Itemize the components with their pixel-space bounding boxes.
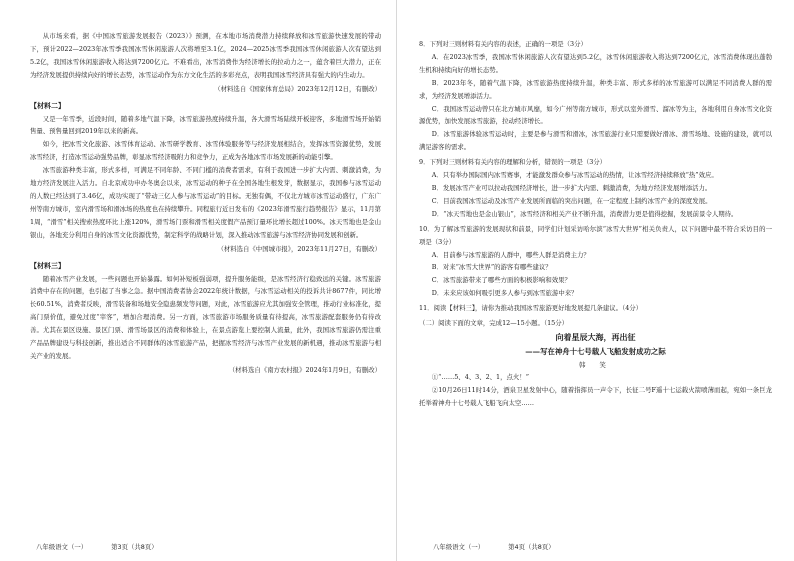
- article-paragraph-1: ①“……5、4、3、2、1，点火！”: [431, 372, 529, 381]
- right-page: [397, 0, 794, 561]
- question-9-option-b: B．发展冰雪产业可以拉动我国经济增长，进一步扩大内需、刺激消费，为地方经济发展增添活力。: [431, 183, 712, 192]
- question-9-option-a: A．只有举办国际国内冰雪赛事，才能激发群众参与冰雪运动的热情，让冰雪经济持续释放“热”效应。: [431, 171, 718, 180]
- question-10: 10．为了解冰雪旅游的发展现状和前景，同学们计划采访哈尔滨“冰雪大世界”相关负责人，以下问题中最不符合采访目的一项是（3分）: [419, 224, 772, 246]
- question-8-option-a: A．在2023冰雪季，我国冰雪休闲旅游人次有望达到5.2亿，冰雪休闲旅游收入将达到7200亿元，冰雪消费体现出蓬勃生机和持续向好的增长态势。: [419, 52, 772, 74]
- question-9-option-d: D．“冰天雪地也是金山银山”，冰雪经济和相关产业不断升温，消费潜力更是值得挖掘，发展前景令人期待。: [431, 209, 738, 218]
- material1-tail: 从市场来看，据《中国冰雪旅游发展报告（2023）》预测，在本地市场消费潜力持续释放和冰雪旅游快速发展的带动下，预计2022—2023年冰雪季我国冰雪休闲旅游人次将增至3.1亿，2024—2025冰雪季我国冰雪休闲旅游人次有望达到5.2亿，我国冰雪休闲旅游收入将达到7200亿元。不难看出，冰雪消费作为经济增长的拉动力之一，蕴含着巨大潜力，正在为经济发展提供持续向好的增长态势，冰雪运动作为东方文化生活的多彩亮点，表明我国冰雪经济具有强大的内生动力。: [30, 32, 381, 79]
- article-paragraph-2: ②10月26日11时14分，酒泉卫星发射中心，随着指挥员一声令下，长征二号F遥十七运载火箭喷薄而起，宛如一条巨龙托举着神舟十七号载人飞船飞向太空……: [419, 385, 772, 407]
- footer-subject: 八年级语文（一）: [433, 543, 485, 551]
- material3-paragraph: 随着冰雪产业发展，一些问题也开始暴露。如何补短板强弱项，提升服务能级，是冰雪经济行稳致远的关键。冰雪旅游消费中存在的问题，也引起了当事之急。据中国消费者协会2022年统计数据，与冰雪运动相关的投诉共计8677件，同比增长60.51%，消费者反映，滑雪装备和场地安全隐患频发等问题，对此，冰雪旅游应尤其加强安全管理，推动行业标准化，提高门票价值，避免过度“宰客”，增加合理消费。另一方面，冰雪旅游市场服务质量有待提高，冰雪旅游配套服务仍有待改善。尤其在景区设施、景区门票、滑雪场景区的消费和体验上，在景点游览上要控制人流量，此外，我国冰雪旅游仍需注重产品品牌建设与科技创新，推出适合不同群体的冰雪旅游产品，把握冰雪经济与冰雪产业发展的新机遇，推动冰雪旅游与相关产业的发展。: [30, 274, 381, 360]
- material1-source: （材料选自《国家体育总局》2023年12月12日，有删改）: [214, 84, 381, 93]
- question-8-option-d: D．冰雪旅游体验冰雪运动时，主要是参与滑雪和滑冰，冰雪旅游行业只需要做好滑冰、滑雪场地、设施的建设，就可以满足游客的需求。: [419, 130, 772, 152]
- right-footer: [433, 542, 577, 551]
- material2-heading: 【材料二】: [30, 101, 65, 110]
- left-footer: [36, 542, 180, 551]
- question-8-option-b: B．2023年冬，随着气温下降，冰雪旅游热度持续升温，种类丰富、形式多样的冰雪旅游可以满足不同消费人群的需求，为经济发展增添活力。: [419, 78, 772, 100]
- question-10-option-a: A．目前参与冰雪旅游的人群中，哪些人群是消费主力？: [431, 250, 590, 259]
- material2-source: （材料选自《中国城市报》，2023年11月27日，有删改）: [217, 244, 381, 253]
- material2-paragraph-1: 又是一年雪季，近段时间，随着多地气温下降，冰雪旅游热度持续升温，各大滑雪场陆续开板迎客，多地滑雪场开始销售量、预售量回到2019年以来的新高。: [30, 114, 381, 136]
- article-author: 韩 笑: [579, 360, 612, 369]
- question-11: 11．阅读【材料三】，请你为推动我国冰雪旅游更好地发展提几条建议。（4分）: [419, 304, 643, 313]
- question-8: 8．下列对三则材料有关内容的表述，正确的一项是（3分）: [419, 40, 587, 48]
- material2-paragraph-3: 冰雪旅游种类丰富，形式多样，可满足不同年龄、不同门槛的消费者需求，有利于我国进一步扩大内需、刺激消费，为地方经济发展注入活力。自北京成功申办冬奥会以来，冰雪运动的种子在全国各地生根发芽，数据显示，我国参与冰雪运动的人数已经达到了3.46亿，成功实现了“带动三亿人参与冰雪运动”的目标。无独有偶，不仅北方城市冰雪运动盛行，广东广州等南方城市，室内滑雪场和滑冰场的热度也在持续攀升。同程旅行近日发布的《2023年滑雪旅行趋势报告》显示，11月第1周，“滑雪”相关搜索热度环比上涨120%，滑雪场门票和滑雪相关度假产品预订量环比增长超过100%。冰天雪地也是金山银山，各地充分利用自身的冰雪文化资源优势，制定科学的战略计划，深入推动冰雪旅游与冰雪经济协同发展和创新。: [30, 166, 381, 239]
- footer-page-number: 第4页（共8页）: [508, 543, 555, 551]
- question-10-option-c: C．冰雪旅游带来了哪些方面的积极影响和效果？: [431, 276, 571, 285]
- question-9-option-c: C．目前我国冰雪运动及冰雪产业发展所面临的突出问题，在一定程度上制约冰雪产业的深度发展。: [431, 196, 712, 205]
- article-title: 向着星辰大海，再出征: [555, 332, 636, 342]
- material3-heading: 【材料三】: [30, 261, 65, 270]
- question-10-option-d: D．未来应该如何吸引更多人参与到冰雪旅游中来？: [431, 289, 578, 298]
- article-subtitle: ——写在神舟十七号载人飞船发射成功之际: [525, 346, 666, 356]
- question-10-option-b: B．对来“冰雪大世界”的游客有哪些建议？: [431, 263, 552, 272]
- material3-source: （材料选自《南方农村报》2024年1月9日，有删改）: [228, 365, 381, 374]
- material2-paragraph-2: 如今，把冰雪文化旅游、冰雪体育运动、冰雪研学教育、冰雪体验服务等与经济发展相结合，发挥冰雪资源优势，发展冰雪经济，打造冰雪运动强势品牌，彰显冰雪经济吸附力和竞争力，正成为各地冰雪市场发展新的动能引擎。: [30, 140, 381, 162]
- question-9: 9．下列对三则材料有关内容的理解和分析，错误的一项是（3分）: [419, 158, 607, 167]
- section-2-instructions: （二）阅读下面的文章，完成12—15小题。（15分）: [419, 319, 569, 328]
- question-8-option-c: C．我国冰雪运动曾只在北方城市风靡，如今广州等南方城市，形式以室外滑雪、溜冰等为主，各地利用自身冰雪文化资源优势，加快发展冰雪旅游，拉动经济增长。: [419, 104, 772, 126]
- footer-page-number: 第3页（共8页）: [111, 543, 158, 551]
- footer-subject: 八年级语文（一）: [36, 543, 88, 551]
